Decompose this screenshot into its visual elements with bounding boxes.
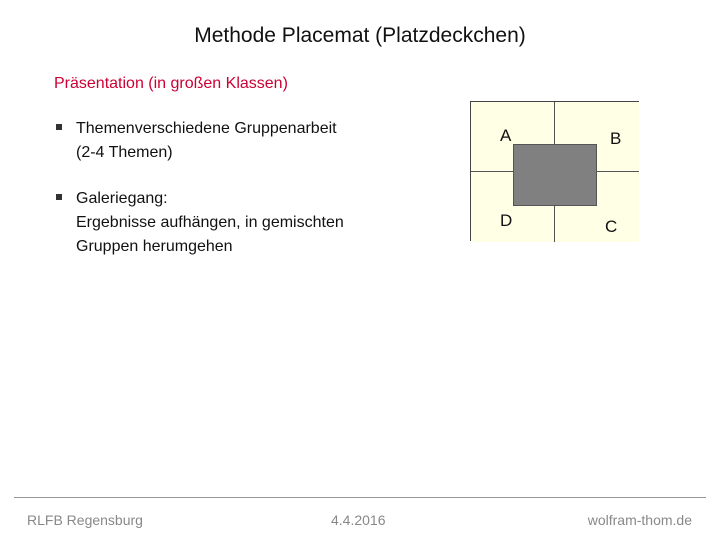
footer-date: 4.4.2016 bbox=[331, 512, 386, 528]
footer-organization: RLFB Regensburg bbox=[27, 512, 143, 528]
placemat-label-c: C bbox=[605, 217, 619, 236]
slide-title: Methode Placemat (Platzdeckchen) bbox=[194, 24, 526, 47]
placemat-label-d: D bbox=[500, 211, 514, 230]
slide-subtitle: Präsentation (in großen Klassen) bbox=[54, 75, 288, 92]
footer-divider bbox=[14, 497, 706, 498]
bullet-item bbox=[56, 187, 436, 259]
bullet-text: Themenverschiedene Gruppenarbeit (2-4 Themen) bbox=[76, 120, 337, 161]
footer-website: wolfram-thom.de bbox=[587, 512, 692, 528]
placemat-label-a: A bbox=[500, 126, 513, 145]
placemat-label-b: B bbox=[610, 129, 623, 148]
bullet-square-icon bbox=[56, 124, 62, 130]
bullet-square-icon bbox=[56, 194, 62, 200]
bullet-text: Galeriegang: Ergebnisse aufhängen, in gemischten Gruppen herumgehen bbox=[76, 190, 344, 255]
bullet-item bbox=[56, 117, 436, 165]
placemat-diagram bbox=[470, 101, 639, 241]
placemat-center-field bbox=[513, 144, 597, 206]
bullet-list bbox=[56, 117, 436, 281]
